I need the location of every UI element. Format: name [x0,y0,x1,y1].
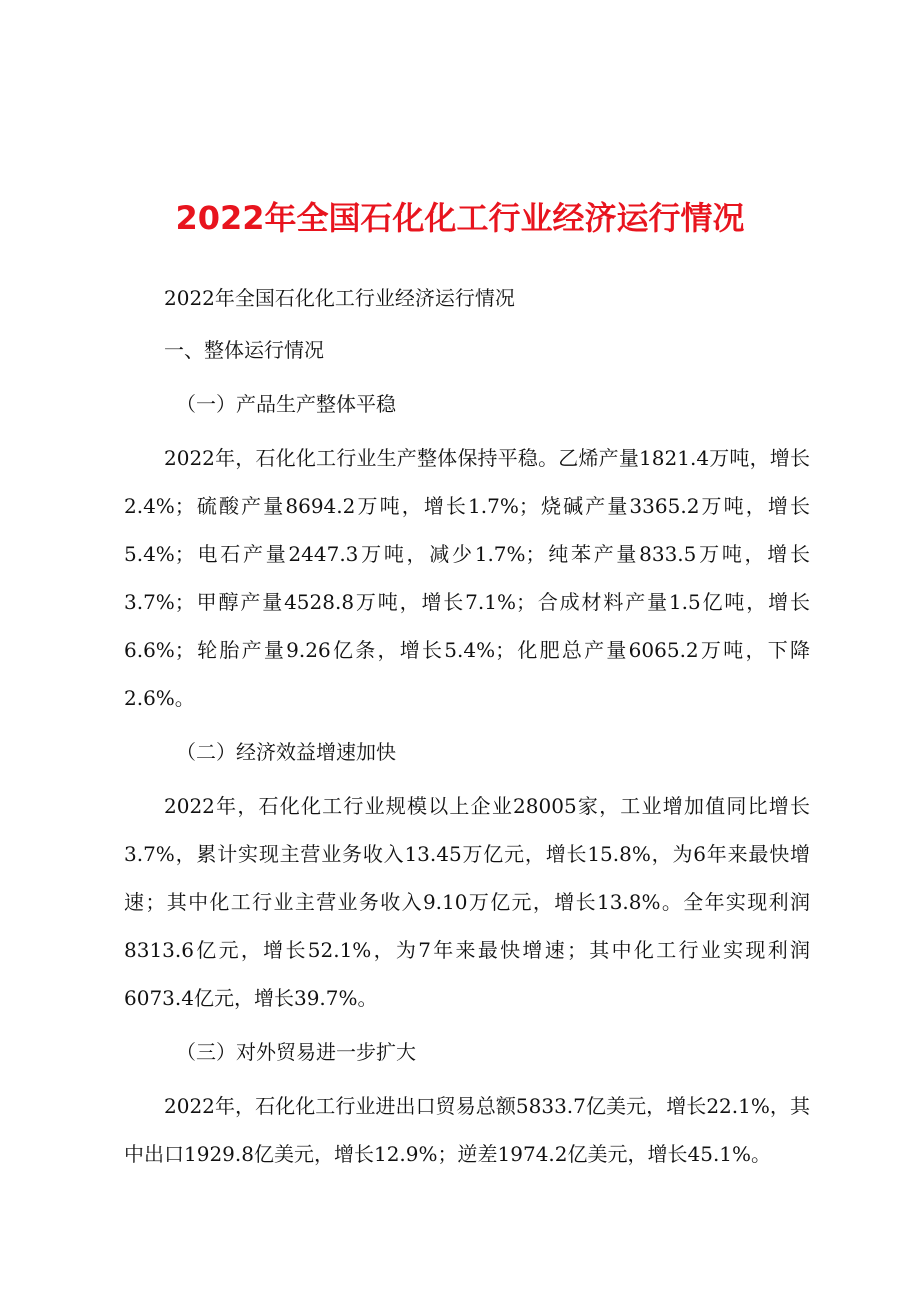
paragraph-production: 2022年，石化化工行业生产整体保持平稳。乙烯产量1821.4万吨，增长2.4%；硫酸产量8694.2万吨，增长1.7%；烧碱产量3365.2万吨，增长5.4%；电石产量2447.3万吨，减少1.7%；纯苯产量833.5万吨，增长3.7%；甲醇产量4528.8万吨，增长7.1%；合成材料产量1.5亿吨，增长6.6%；轮胎产量9.26亿条，增长5.4%；化肥总产量6065.2万吨，下降2.6%。 [124,446,810,710]
subsection-heading-trade: （三）对外贸易进一步扩大 [176,1040,416,1064]
document-title: 2022年全国石化化工行业经济运行情况 [175,199,745,237]
section-heading-overall: 一、整体运行情况 [164,338,324,362]
document-body [124,274,810,1178]
subsection-heading-production: （一）产品生产整体平稳 [176,392,396,416]
intro-line: 2022年全国石化化工行业经济运行情况 [164,286,515,310]
paragraph-benefits: 2022年，石化化工行业规模以上企业28005家，工业增加值同比增长3.7%，累计实现主营业务收入13.45万亿元，增长15.8%，为6年来最快增速；其中化工行业主营业务收入9.10万亿元，增长13.8%。全年实现利润8313.6亿元，增长52.1%，为7年来最快增速；其中化工行业实现利润6073.4亿元，增长39.7%。 [124,794,810,1010]
paragraph-trade: 2022年，石化化工行业进出口贸易总额5833.7亿美元，增长22.1%，其中出口1929.8亿美元，增长12.9%；逆差1974.2亿美元，增长45.1%。 [124,1094,810,1166]
subsection-heading-benefits: （二）经济效益增速加快 [176,740,396,764]
